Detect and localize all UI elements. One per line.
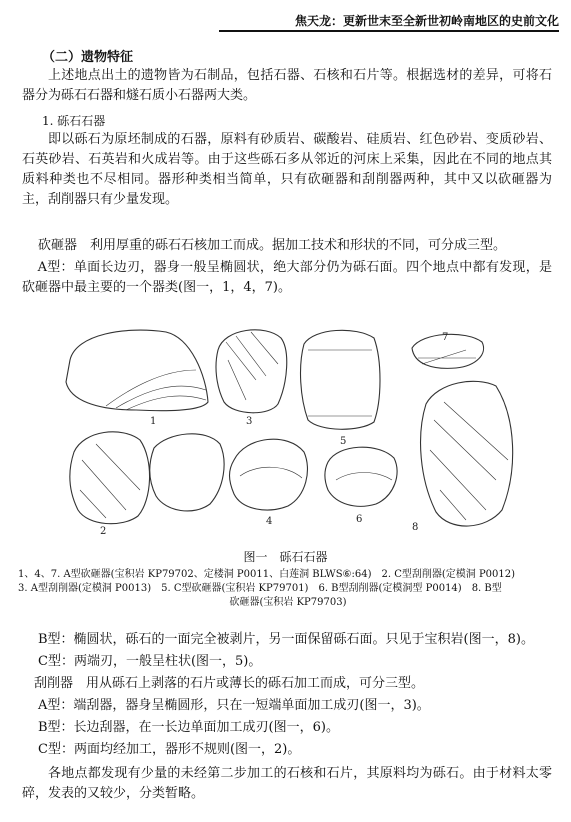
scraper-type-b: B型：长边刮器，在一长边单面加工成刃(图一，6)。 bbox=[38, 720, 339, 735]
figure-number-6: 6 bbox=[356, 514, 363, 525]
chopper-type-c: C型：两端刃，一般呈柱状(图一，5)。 bbox=[38, 654, 262, 669]
figure-number-5: 5 bbox=[340, 436, 347, 447]
tool-outline-8 bbox=[421, 381, 513, 526]
figure-number-3: 3 bbox=[246, 416, 253, 427]
closing-paragraph: 各地点都发现有少量的未经第二步加工的石核和石片，其原料均为砾石。由于材料太零碎，发表的又较少，分类暂略。 bbox=[22, 766, 552, 801]
figure-number-4: 4 bbox=[266, 516, 273, 527]
tool-outline-5 bbox=[301, 330, 380, 429]
legend-line-3: 砍砸器(宝积岩 KP79703) bbox=[229, 597, 347, 608]
intro-paragraph: 上述地点出土的遗物皆为石制品，包括石器、石核和石片等。根据选材的差异，可将石器分为砾石石器和燧石质小石器两大类。 bbox=[22, 68, 552, 103]
subsection-heading: 1. 砾石石器 bbox=[42, 114, 106, 128]
figure-stone-tools bbox=[56, 320, 526, 542]
material-paragraph: 即以砾石为原坯制成的石器，原料有砂质岩、碳酸岩、硅质岩、红色砂岩、变质砂岩、石英砂岩、石英岩和火成岩等。由于这些砾石多从邻近的河床上采集，因此在不同的地点其质料种类也不尽相同。器形种类相当简单，只有砍砸器和刮削器两种，其中又以砍砸器为主，刮削器只有少量发现。 bbox=[22, 132, 552, 207]
tool-outline-lower-left bbox=[150, 434, 224, 511]
figure-drawing bbox=[56, 320, 526, 542]
figure-number-2: 2 bbox=[100, 526, 107, 537]
chopper-type-a: A型：单面长边刃，器身一般呈椭圆状，绝大部分仍为砾石面。四个地点中都有发现，是砍砸器中最主要的一个器类(图一，1，4，7)。 bbox=[22, 260, 552, 295]
scraper-type-a: A型：端刮器，器身呈椭圆形，只在一短端单面加工成刃(图一，3)。 bbox=[38, 698, 430, 713]
tool-outline-4 bbox=[230, 439, 308, 510]
legend-line-1: 1、4、7. A型砍砸器(宝积岩 KP79702、定楼洞 P0011、白莲洞 BLWS⑥:64) 2. C型刮削器(定模洞 P0012) bbox=[18, 569, 516, 580]
figure-number-1: 1 bbox=[150, 416, 157, 427]
figure-number-8: 8 bbox=[412, 522, 419, 533]
scraper-type-c: C型：两面均经加工，器形不规则(图一，2)。 bbox=[38, 742, 301, 757]
chopper-intro: 砍砸器 利用厚重的砾石石核加工而成。据加工技术和形状的不同，可分成三型。 bbox=[38, 238, 507, 253]
scraper-intro: 刮削器 用从砾石上剥落的石片或薄长的砾石加工而成，可分三型。 bbox=[34, 676, 425, 691]
legend-line-2: 3. A型刮削器(定模洞 P0013) 5. C型砍砸器(宝积岩 KP79701) 6. B型刮削器(定模洞型 P0014) 8. B型 bbox=[18, 583, 502, 594]
running-head: 焦天龙：更新世末至全新世初岭南地区的史前文化 bbox=[219, 12, 559, 32]
tool-outline-2 bbox=[70, 432, 150, 524]
section-heading: （二）遗物特征 bbox=[42, 50, 134, 65]
chopper-type-b: B型：椭圆状，砾石的一面完全被剥片，另一面保留砾石面。只见于宝积岩(图一，8)。 bbox=[38, 632, 534, 647]
figure-number-7: 7 bbox=[442, 332, 449, 343]
figure-legend bbox=[18, 568, 558, 610]
figure-caption: 图一 砾石石器 bbox=[243, 550, 328, 564]
tool-outline-3 bbox=[216, 330, 287, 413]
